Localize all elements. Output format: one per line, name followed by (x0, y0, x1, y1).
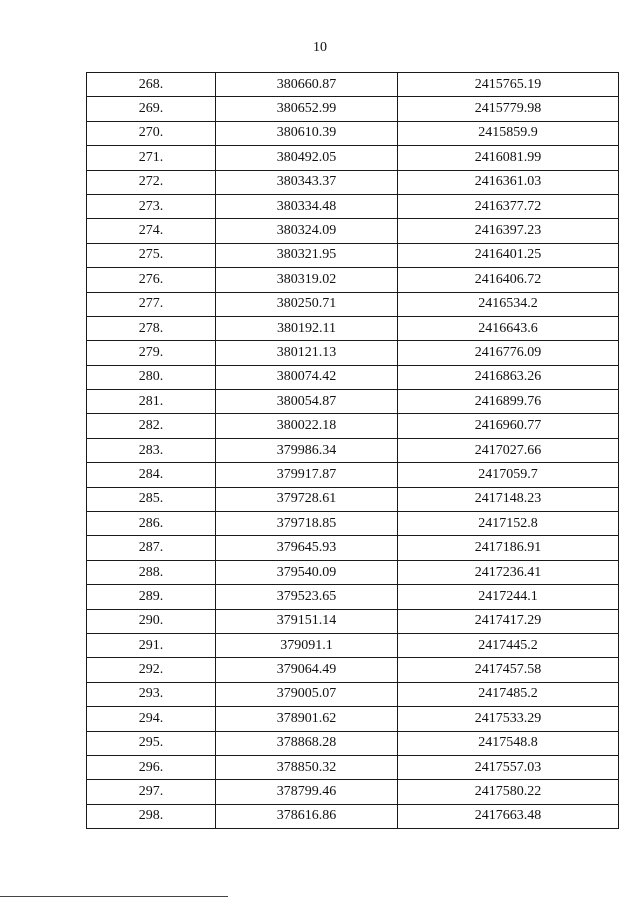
x-coordinate-cell: 380343.37 (216, 170, 398, 194)
table-row (87, 780, 619, 804)
point-number-cell: 286. (87, 512, 216, 536)
point-number-cell: 276. (87, 268, 216, 292)
point-number-cell: 288. (87, 560, 216, 584)
point-number-cell: 283. (87, 438, 216, 462)
table-row (87, 658, 619, 682)
table-row (87, 633, 619, 657)
table-row (87, 194, 619, 218)
x-coordinate-cell: 378850.32 (216, 755, 398, 779)
table-row (87, 146, 619, 170)
y-coordinate-cell: 2415765.19 (398, 73, 619, 97)
y-coordinate-cell: 2416776.09 (398, 341, 619, 365)
table-row (87, 292, 619, 316)
x-coordinate-cell: 380652.99 (216, 97, 398, 121)
point-number-cell: 292. (87, 658, 216, 682)
y-coordinate-cell: 2416960.77 (398, 414, 619, 438)
point-number-cell: 275. (87, 243, 216, 267)
page-number: 10 (313, 40, 327, 55)
table-row (87, 121, 619, 145)
point-number-cell: 294. (87, 707, 216, 731)
table-row (87, 97, 619, 121)
x-coordinate-cell: 379091.1 (216, 633, 398, 657)
point-number-cell: 272. (87, 170, 216, 194)
point-number-cell: 280. (87, 365, 216, 389)
x-coordinate-cell: 378799.46 (216, 780, 398, 804)
y-coordinate-cell: 2416534.2 (398, 292, 619, 316)
point-number-cell: 268. (87, 73, 216, 97)
y-coordinate-cell: 2417417.29 (398, 609, 619, 633)
point-number-cell: 279. (87, 341, 216, 365)
y-coordinate-cell: 2416397.23 (398, 219, 619, 243)
table-row (87, 682, 619, 706)
y-coordinate-cell: 2417186.91 (398, 536, 619, 560)
y-coordinate-cell: 2417445.2 (398, 633, 619, 657)
point-number-cell: 289. (87, 585, 216, 609)
point-number-cell: 287. (87, 536, 216, 560)
x-coordinate-cell: 378616.86 (216, 804, 398, 828)
x-coordinate-cell: 380324.09 (216, 219, 398, 243)
y-coordinate-cell: 2415859.9 (398, 121, 619, 145)
y-coordinate-cell: 2416899.76 (398, 390, 619, 414)
y-coordinate-cell: 2417236.41 (398, 560, 619, 584)
x-coordinate-cell: 379064.49 (216, 658, 398, 682)
table-row (87, 731, 619, 755)
x-coordinate-cell: 380610.39 (216, 121, 398, 145)
y-coordinate-cell: 2417485.2 (398, 682, 619, 706)
coordinates-table (86, 72, 619, 829)
table-row (87, 390, 619, 414)
table-row (87, 438, 619, 462)
y-coordinate-cell: 2416406.72 (398, 268, 619, 292)
point-number-cell: 284. (87, 463, 216, 487)
table-row (87, 609, 619, 633)
y-coordinate-cell: 2417148.23 (398, 487, 619, 511)
y-coordinate-cell: 2417533.29 (398, 707, 619, 731)
x-coordinate-cell: 378868.28 (216, 731, 398, 755)
table-row (87, 414, 619, 438)
y-coordinate-cell: 2416863.26 (398, 365, 619, 389)
y-coordinate-cell: 2417457.58 (398, 658, 619, 682)
table-row (87, 170, 619, 194)
x-coordinate-cell: 380660.87 (216, 73, 398, 97)
table-row (87, 487, 619, 511)
x-coordinate-cell: 380334.48 (216, 194, 398, 218)
y-coordinate-cell: 2417244.1 (398, 585, 619, 609)
y-coordinate-cell: 2417580.22 (398, 780, 619, 804)
table-row (87, 755, 619, 779)
y-coordinate-cell: 2416643.6 (398, 316, 619, 340)
x-coordinate-cell: 379005.07 (216, 682, 398, 706)
point-number-cell: 282. (87, 414, 216, 438)
x-coordinate-cell: 379540.09 (216, 560, 398, 584)
table-row (87, 341, 619, 365)
y-coordinate-cell: 2415779.98 (398, 97, 619, 121)
table-row (87, 585, 619, 609)
y-coordinate-cell: 2417027.66 (398, 438, 619, 462)
point-number-cell: 285. (87, 487, 216, 511)
x-coordinate-cell: 380022.18 (216, 414, 398, 438)
y-coordinate-cell: 2417548.8 (398, 731, 619, 755)
y-coordinate-cell: 2417557.03 (398, 755, 619, 779)
point-number-cell: 277. (87, 292, 216, 316)
point-number-cell: 298. (87, 804, 216, 828)
x-coordinate-cell: 380492.05 (216, 146, 398, 170)
y-coordinate-cell: 2416377.72 (398, 194, 619, 218)
table-row (87, 365, 619, 389)
table-row (87, 268, 619, 292)
table-row (87, 316, 619, 340)
point-number-cell: 278. (87, 316, 216, 340)
point-number-cell: 270. (87, 121, 216, 145)
y-coordinate-cell: 2416081.99 (398, 146, 619, 170)
x-coordinate-cell: 380121.13 (216, 341, 398, 365)
point-number-cell: 297. (87, 780, 216, 804)
table-row (87, 707, 619, 731)
x-coordinate-cell: 379151.14 (216, 609, 398, 633)
point-number-cell: 271. (87, 146, 216, 170)
y-coordinate-cell: 2416401.25 (398, 243, 619, 267)
y-coordinate-cell: 2417059.7 (398, 463, 619, 487)
x-coordinate-cell: 379718.85 (216, 512, 398, 536)
table-row (87, 73, 619, 97)
x-coordinate-cell: 380319.02 (216, 268, 398, 292)
y-coordinate-cell: 2417152.8 (398, 512, 619, 536)
table-row (87, 804, 619, 828)
point-number-cell: 274. (87, 219, 216, 243)
table-row (87, 243, 619, 267)
point-number-cell: 269. (87, 97, 216, 121)
x-coordinate-cell: 380250.71 (216, 292, 398, 316)
x-coordinate-cell: 379986.34 (216, 438, 398, 462)
point-number-cell: 273. (87, 194, 216, 218)
x-coordinate-cell: 380054.87 (216, 390, 398, 414)
x-coordinate-cell: 380074.42 (216, 365, 398, 389)
table-row (87, 560, 619, 584)
x-coordinate-cell: 379645.93 (216, 536, 398, 560)
x-coordinate-cell: 380192.11 (216, 316, 398, 340)
point-number-cell: 291. (87, 633, 216, 657)
point-number-cell: 296. (87, 755, 216, 779)
point-number-cell: 281. (87, 390, 216, 414)
table-row (87, 512, 619, 536)
y-coordinate-cell: 2417663.48 (398, 804, 619, 828)
x-coordinate-cell: 378901.62 (216, 707, 398, 731)
table-row (87, 219, 619, 243)
footnote-divider (0, 896, 228, 897)
coordinates-table-body (87, 73, 619, 829)
x-coordinate-cell: 379728.61 (216, 487, 398, 511)
y-coordinate-cell: 2416361.03 (398, 170, 619, 194)
table-row (87, 463, 619, 487)
x-coordinate-cell: 379523.65 (216, 585, 398, 609)
x-coordinate-cell: 379917.87 (216, 463, 398, 487)
point-number-cell: 295. (87, 731, 216, 755)
table-row (87, 536, 619, 560)
point-number-cell: 293. (87, 682, 216, 706)
point-number-cell: 290. (87, 609, 216, 633)
x-coordinate-cell: 380321.95 (216, 243, 398, 267)
